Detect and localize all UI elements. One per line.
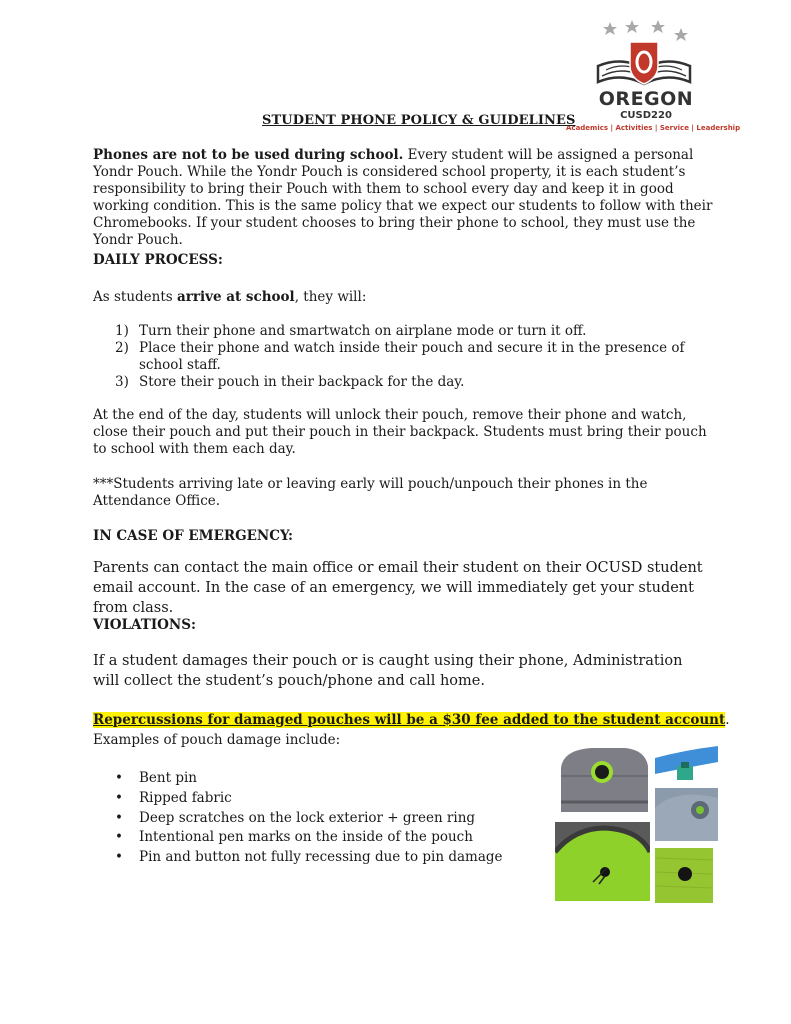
logo-emblem-icon xyxy=(566,18,726,90)
intro-paragraph xyxy=(93,147,713,249)
pouch-photo-scratched-lock xyxy=(655,788,718,841)
star-icon xyxy=(674,28,688,41)
late-note: ***Students arriving late or leaving early will pouch/unpouch their phones in the Attendance Office. xyxy=(93,476,648,509)
list-item: 3) Store their pouch in their backpack for the day. xyxy=(115,374,465,390)
fee-notice: Repercussions for damaged pouches will be a $30 fee added to the student account. xyxy=(93,712,730,728)
emergency-heading: IN CASE OF EMERGENCY: xyxy=(93,528,293,544)
logo-district: CUSD220 xyxy=(620,110,672,121)
daily-heading: DAILY PROCESS: xyxy=(93,252,223,268)
list-item: • Deep scratches on the lock exterior + green ring xyxy=(93,809,553,829)
pouch-photo-lock-fabric xyxy=(555,746,650,812)
examples-intro: Examples of pouch damage include: xyxy=(93,732,341,748)
violations-paragraph: If a student damages their pouch or is caught using their phone, Administration will collect the student’s pouch/phone and call home. xyxy=(93,653,683,689)
logo-tagline: Academics | Activities | Service | Leadership xyxy=(566,124,741,132)
intro-bold: Phones are not to be used during school. xyxy=(93,147,404,163)
list-item: 1) Turn their phone and smartwatch on airplane mode or turn it off. xyxy=(115,323,587,339)
pouch-photo-pen-marks xyxy=(555,822,650,901)
oregon-logo xyxy=(566,18,741,138)
violations-heading: VIOLATIONS: xyxy=(93,617,196,633)
fee-highlight: Repercussions for damaged pouches will be a $30 fee added to the student account xyxy=(93,712,726,728)
logo-name: OREGON xyxy=(598,88,694,110)
emergency-paragraph: Parents can contact the main office or email their student on their OCUSD student email account. In the case of an emergency, we will immediately get your student from class. xyxy=(93,560,703,616)
damage-examples-list xyxy=(93,769,553,868)
pouch-photo-bent-pin xyxy=(655,746,718,786)
intro-text: Every student will be assigned a personal Yondr Pouch. While the Yondr Pouch is considered school property, it is each student’s responsibility to bring their Pouch with them to school every day and keep it in good working condition. This is the same policy that we expect our students to follow with their Chromebooks. If your student chooses to bring their phone to school, they must use the Yondr Pouch. xyxy=(93,147,713,248)
pouch-photo-ripped-green xyxy=(655,848,713,903)
end-of-day-paragraph: At the end of the day, students will unlock their pouch, remove their phone and watch, close their pouch and put their pouch in their backpack. Students must bring their pouch to school with them each day. xyxy=(93,407,707,457)
star-icon xyxy=(603,22,617,35)
daily-steps-list xyxy=(93,323,713,391)
star-icon xyxy=(651,20,665,33)
star-icon xyxy=(625,20,639,33)
list-item: • Bent pin xyxy=(93,769,553,789)
list-item: 2) Place their phone and watch inside their pouch and secure it in the presence of school staff. xyxy=(115,340,685,373)
list-item: • Pin and button not fully recessing due to pin damage xyxy=(93,848,553,868)
daily-lead: As students arrive at school, they will: xyxy=(93,289,367,305)
list-item: • Intentional pen marks on the inside of the pouch xyxy=(93,828,553,848)
page-title: STUDENT PHONE POLICY & GUIDELINES xyxy=(262,113,576,128)
list-item: • Ripped fabric xyxy=(93,789,553,809)
